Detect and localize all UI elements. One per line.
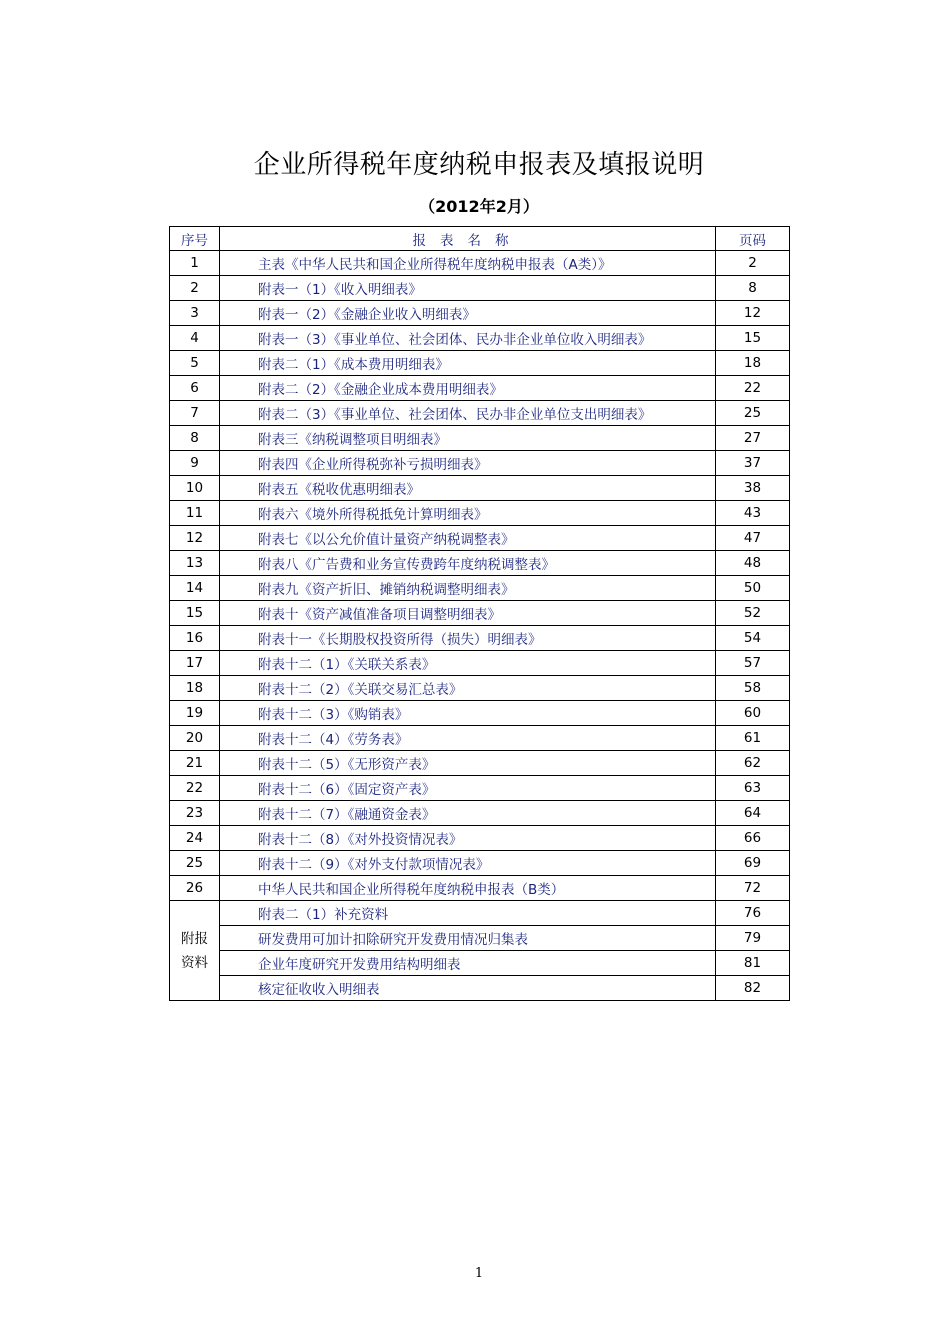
row-index: 26 [170, 876, 220, 901]
row-page-number: 43 [716, 501, 790, 526]
document-title: 企业所得税年度纳税申报表及填报说明 [253, 150, 705, 180]
table-header-row [170, 227, 790, 251]
appendix-group-label-line1: 附报 [181, 930, 208, 947]
table-row [170, 401, 790, 426]
appendix-row [170, 951, 790, 976]
row-page-number: 8 [716, 276, 790, 301]
row-form-name: 附表十二（9）《对外支付款项情况表》 [220, 851, 716, 876]
table-row [170, 276, 790, 301]
row-page-number: 47 [716, 526, 790, 551]
row-form-name: 附表九《资产折旧、摊销纳税调整明细表》 [220, 576, 716, 601]
table-row [170, 801, 790, 826]
row-page-number: 12 [716, 301, 790, 326]
header-index: 序号 [170, 227, 220, 251]
row-page-number: 2 [716, 251, 790, 276]
row-page-number: 61 [716, 726, 790, 751]
table-row [170, 426, 790, 451]
appendix-row [170, 976, 790, 1001]
row-form-name: 附表五《税收优惠明细表》 [220, 476, 716, 501]
appendix-form-name: 附表二（1）补充资料 [220, 901, 716, 926]
row-index: 23 [170, 801, 220, 826]
row-index: 1 [170, 251, 220, 276]
row-form-name: 主表《中华人民共和国企业所得税年度纳税申报表（A类）》 [220, 251, 716, 276]
row-page-number: 72 [716, 876, 790, 901]
row-form-name: 附表十一《长期股权投资所得（损失）明细表》 [220, 626, 716, 651]
appendix-row [170, 901, 790, 926]
row-form-name: 附表十二（4）《劳务表》 [220, 726, 716, 751]
row-page-number: 25 [716, 401, 790, 426]
row-page-number: 52 [716, 601, 790, 626]
row-index: 18 [170, 676, 220, 701]
row-index: 22 [170, 776, 220, 801]
table-row [170, 651, 790, 676]
table-row [170, 751, 790, 776]
table-row [170, 776, 790, 801]
table-row [170, 251, 790, 276]
appendix-group-label [170, 901, 220, 1001]
document-subtitle: （2012年2月） [419, 197, 539, 216]
page-number: 1 [474, 1266, 484, 1281]
row-form-name: 附表六《境外所得税抵免计算明细表》 [220, 501, 716, 526]
table-row [170, 826, 790, 851]
row-index: 25 [170, 851, 220, 876]
row-form-name: 附表四《企业所得税弥补亏损明细表》 [220, 451, 716, 476]
row-index: 14 [170, 576, 220, 601]
table-row [170, 451, 790, 476]
row-form-name: 附表十二（6）《固定资产表》 [220, 776, 716, 801]
row-page-number: 38 [716, 476, 790, 501]
row-form-name: 附表十二（3）《购销表》 [220, 701, 716, 726]
row-index: 16 [170, 626, 220, 651]
table-body [170, 251, 790, 1001]
table-row [170, 351, 790, 376]
table-row [170, 876, 790, 901]
table-row [170, 501, 790, 526]
row-page-number: 64 [716, 801, 790, 826]
row-form-name: 附表七《以公允价值计量资产纳税调整表》 [220, 526, 716, 551]
row-index: 21 [170, 751, 220, 776]
row-form-name: 附表十二（1）《关联关系表》 [220, 651, 716, 676]
appendix-page-number: 79 [716, 926, 790, 951]
row-page-number: 60 [716, 701, 790, 726]
row-form-name: 附表一（2）《金融企业收入明细表》 [220, 301, 716, 326]
row-page-number: 18 [716, 351, 790, 376]
row-form-name: 附表二（3）《事业单位、社会团体、民办非企业单位支出明细表》 [220, 401, 716, 426]
row-index: 17 [170, 651, 220, 676]
appendix-form-name: 企业年度研究开发费用结构明细表 [220, 951, 716, 976]
table-row [170, 301, 790, 326]
row-form-name: 附表十二（8）《对外投资情况表》 [220, 826, 716, 851]
table-row [170, 701, 790, 726]
row-index: 9 [170, 451, 220, 476]
row-index: 5 [170, 351, 220, 376]
row-page-number: 37 [716, 451, 790, 476]
row-form-name: 附表一（1）《收入明细表》 [220, 276, 716, 301]
header-name: 报表名称 [220, 227, 716, 251]
row-page-number: 58 [716, 676, 790, 701]
row-index: 3 [170, 301, 220, 326]
header-page: 页码 [716, 227, 790, 251]
table-row [170, 526, 790, 551]
row-form-name: 中华人民共和国企业所得税年度纳税申报表（B类） [220, 876, 716, 901]
row-page-number: 66 [716, 826, 790, 851]
table-row [170, 576, 790, 601]
row-page-number: 48 [716, 551, 790, 576]
row-form-name: 附表十二（7）《融通资金表》 [220, 801, 716, 826]
appendix-row [170, 926, 790, 951]
row-index: 19 [170, 701, 220, 726]
row-form-name: 附表二（2）《金融企业成本费用明细表》 [220, 376, 716, 401]
table-row [170, 726, 790, 751]
row-index: 8 [170, 426, 220, 451]
row-page-number: 22 [716, 376, 790, 401]
appendix-page-number: 76 [716, 901, 790, 926]
appendix-form-name: 研发费用可加计扣除研究开发费用情况归集表 [220, 926, 716, 951]
row-page-number: 50 [716, 576, 790, 601]
table-row [170, 626, 790, 651]
row-index: 15 [170, 601, 220, 626]
row-index: 20 [170, 726, 220, 751]
row-form-name: 附表八《广告费和业务宣传费跨年度纳税调整表》 [220, 551, 716, 576]
row-index: 11 [170, 501, 220, 526]
table-row [170, 326, 790, 351]
row-page-number: 15 [716, 326, 790, 351]
table-row [170, 851, 790, 876]
row-form-name: 附表二（1）《成本费用明细表》 [220, 351, 716, 376]
row-page-number: 62 [716, 751, 790, 776]
appendix-group-label-line2: 资料 [181, 954, 208, 971]
row-page-number: 63 [716, 776, 790, 801]
row-page-number: 69 [716, 851, 790, 876]
appendix-form-name: 核定征收收入明细表 [220, 976, 716, 1001]
appendix-page-number: 81 [716, 951, 790, 976]
row-index: 2 [170, 276, 220, 301]
row-form-name: 附表十二（2）《关联交易汇总表》 [220, 676, 716, 701]
table-row [170, 601, 790, 626]
row-form-name: 附表十《资产减值准备项目调整明细表》 [220, 601, 716, 626]
row-form-name: 附表一（3）《事业单位、社会团体、民办非企业单位收入明细表》 [220, 326, 716, 351]
row-form-name: 附表十二（5）《无形资产表》 [220, 751, 716, 776]
row-index: 24 [170, 826, 220, 851]
table-row [170, 376, 790, 401]
row-page-number: 27 [716, 426, 790, 451]
row-page-number: 54 [716, 626, 790, 651]
row-page-number: 57 [716, 651, 790, 676]
table-row [170, 476, 790, 501]
row-index: 10 [170, 476, 220, 501]
appendix-page-number: 82 [716, 976, 790, 1001]
row-index: 13 [170, 551, 220, 576]
row-index: 6 [170, 376, 220, 401]
row-form-name: 附表三《纳税调整项目明细表》 [220, 426, 716, 451]
row-index: 4 [170, 326, 220, 351]
table-row [170, 676, 790, 701]
row-index: 12 [170, 526, 220, 551]
contents-table [169, 226, 790, 1001]
row-index: 7 [170, 401, 220, 426]
table-row [170, 551, 790, 576]
